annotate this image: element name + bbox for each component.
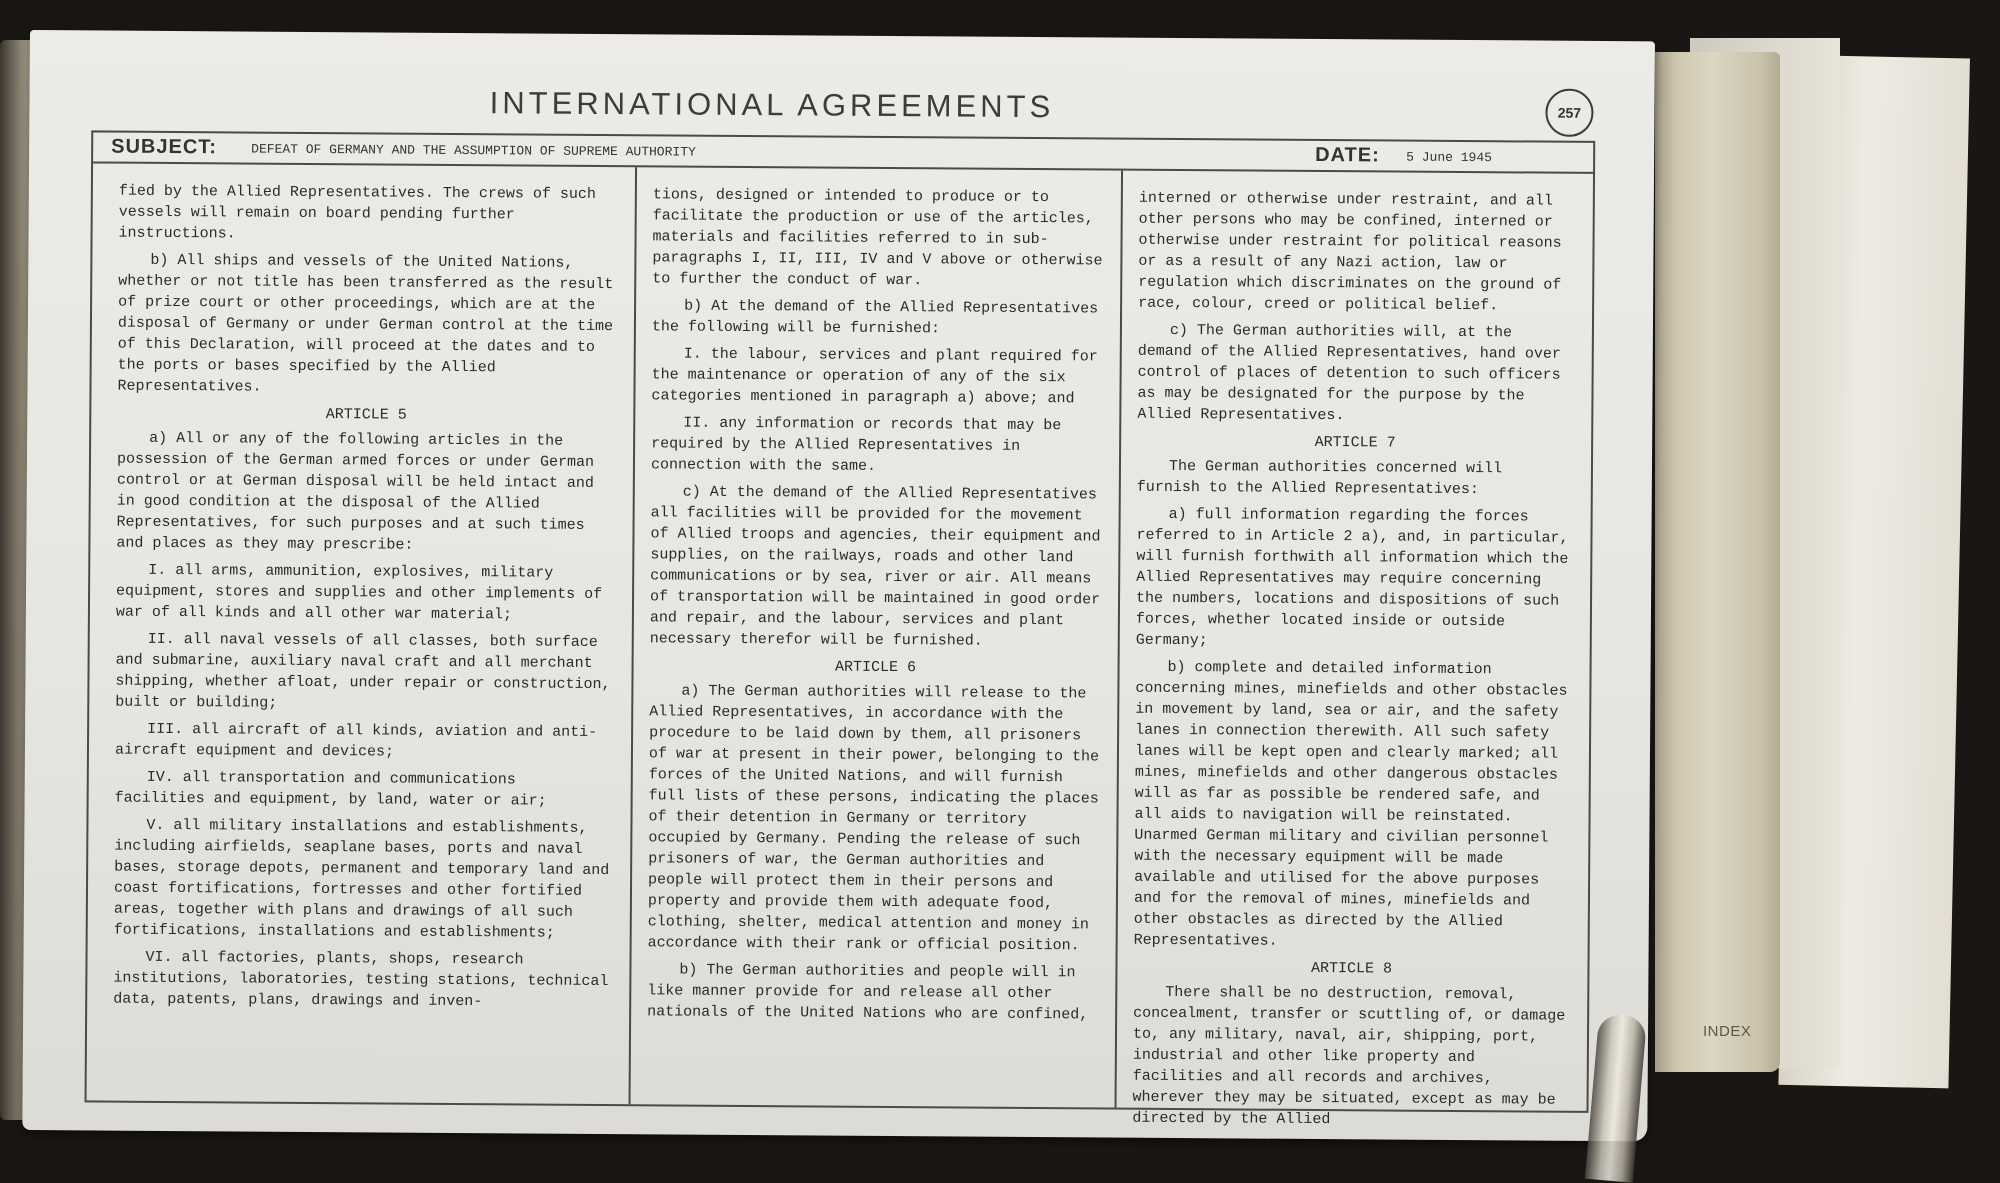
- index-tab[interactable]: [1655, 52, 1780, 1072]
- column-divider: [629, 167, 638, 1104]
- paragraph: a) All or any of the following articles in the possession of the German armed forces or under German control or at German disposal will be held intact and in good condition at the disposal of the Allied Representatives, for such purposes and at such times and places as they may prescribe:: [116, 429, 595, 554]
- paragraph: c) At the demand of the Allied Representatives all facilities will be provided for the movement of Allied troops and agencies, their equipment and supplies, on the railways, roads and other land communications or by sea, river or air. All means of transportation will be maintained in good order and repair, and the labour, services and plant necessary therefor will be furnished.: [649, 483, 1101, 650]
- paragraph: interned or otherwise under restraint, and all other persons who may be confined, interned or otherwise under restraint for political reasons or as a result of any Nazi action, law or regulation which discriminates on the ground of race, colour, creed or political belief.: [1138, 189, 1562, 315]
- paragraph: tions, designed or intended to produce or to facilitate the production or use of the articles, materials and facilities referred to in sub-paragraphs I, II, III, IV and V above or otherwise to further the conduct of war.: [652, 186, 1103, 290]
- subject-label: SUBJECT:: [111, 135, 218, 159]
- paragraph: III. all aircraft of all kinds, aviation and anti-aircraft equipment and devices;: [114, 720, 598, 761]
- document-page: [22, 30, 1655, 1141]
- paragraph: b) complete and detailed information concerning mines, minefields and other obstacles in movement by land, sea or air, and the safety lanes in connection therewith. All such safety lanes will be kept open and clearly marked; all mines, minefields and other dangerous obstacles will as far as possible be rendered safe, and all aids to navigation will be reinstated. Unarmed German military and civilian personnel with the necessary equipment will be made available and utilised for the above purposes and for the removal of mines, minefields and other obstacles as directed by the Allied Representatives.: [1133, 658, 1568, 950]
- paragraph: a) The German authorities will release to the Allied Representatives, in accordance with the procedure to be laid down by them, all prisoners of war at present in their power, belonging to the forces of the United Nations, and will furnish full lists of these persons, indicating the places of their detention in Germany or territory occupied by Germany. Pending the release of such prisoners of war, the German authorities and people will protect them in their persons and property and provide them with adequate food, clothing, shelter, medical attention and money in accordance with their rank or official position.: [647, 682, 1100, 955]
- text-column-3: [1132, 188, 1575, 1129]
- date-label: DATE:: [1315, 143, 1380, 167]
- text-column-1: [113, 181, 617, 1084]
- paragraph: fied by the Allied Representatives. The crews of such vessels will remain on board pending further instructions.: [118, 182, 597, 243]
- paragraph: b) All ships and vessels of the United Nations, whether or not title has been transferred as the result of prize court or other proceedings, which are at the disposal of Germany or under German control at the time of this Declaration, will proceed at the dates and to the ports or bases specified by the Allied Representatives.: [117, 251, 614, 396]
- article-heading: ARTICLE 8: [1310, 959, 1393, 978]
- paragraph: I. all arms, ammunition, explosives, military equipment, stores and supplies and other implements of war of all kinds and all other war material;: [115, 561, 603, 624]
- page-title: INTERNATIONAL AGREEMENTS: [489, 85, 1055, 125]
- paragraph: I. the labour, services and plant required for the maintenance or operation of any of the six categories mentioned in paragraph a) above; and: [651, 345, 1098, 408]
- paragraph: a) full information regarding the forces referred to in Article 2 a), and, in particular, will furnish forthwith all information which the Allied Representatives may require concerning the numbers, locations and dispositions of such forces, whether located inside or outside Germany;: [1135, 505, 1569, 650]
- date-value: 5 June 1945: [1406, 149, 1493, 166]
- paragraph: VI. all factories, plants, shops, research institutions, laboratories, testing stations, technical data, patents, plans, drawings and inven-: [113, 948, 609, 1011]
- column-divider: [1115, 171, 1124, 1108]
- paragraph: II. all naval vessels of all classes, both surface and submarine, auxiliary naval craft and all merchant shipping, whether afloat, under repair or construction, built or building;: [115, 630, 611, 712]
- text-column-2: [647, 184, 1105, 1087]
- paragraph: IV. all transportation and communications facilities and equipment, by land, water or air;: [114, 768, 547, 810]
- paragraph: c) The German authorities will, at the demand of the Allied Representatives, hand over control of places of detention to such officers as may be designated for the purpose by the Allied Representatives.: [1137, 321, 1561, 425]
- page-number-badge: 257: [1545, 89, 1593, 137]
- subject-value: DEFEAT OF GERMANY AND THE ASSUMPTION OF SUPREME AUTHORITY: [251, 141, 696, 160]
- article-heading: ARTICLE 7: [1314, 433, 1396, 452]
- paragraph: There shall be no destruction, removal, concealment, transfer or scuttling of, or damage to, any military, naval, air, shipping, port, industrial and other like property and facilities and all records and archives, wherever they may be situated, except as may be directed by the Allied: [1132, 983, 1566, 1129]
- article-heading: ARTICLE 6: [834, 658, 917, 677]
- paragraph: b) At the demand of the Allied Representatives the following will be furnished:: [651, 297, 1099, 338]
- index-tab-label[interactable]: INDEX: [1703, 1023, 1752, 1040]
- article-heading: ARTICLE 5: [325, 406, 407, 424]
- paragraph: V. all military installations and establishments, including airfields, seaplane bases, ports and naval bases, storage depots, permanent and temporary land and coast fortifications, fortresses and other fortified areas, together with plans and drawings of all such fortifications, installations and establishments;: [113, 816, 610, 942]
- paragraph: The German authorities concerned will furnish to the Allied Representatives:: [1136, 457, 1503, 499]
- subject-bar: [93, 132, 1593, 173]
- paragraph: b) The German authorities and people will in like manner provide for and release all other nationals of the United Nations who are confined,: [647, 961, 1089, 1024]
- content-frame: [85, 130, 1596, 1129]
- paragraph: II. any information or records that may be required by the Allied Representatives in connection with the same.: [650, 414, 1062, 475]
